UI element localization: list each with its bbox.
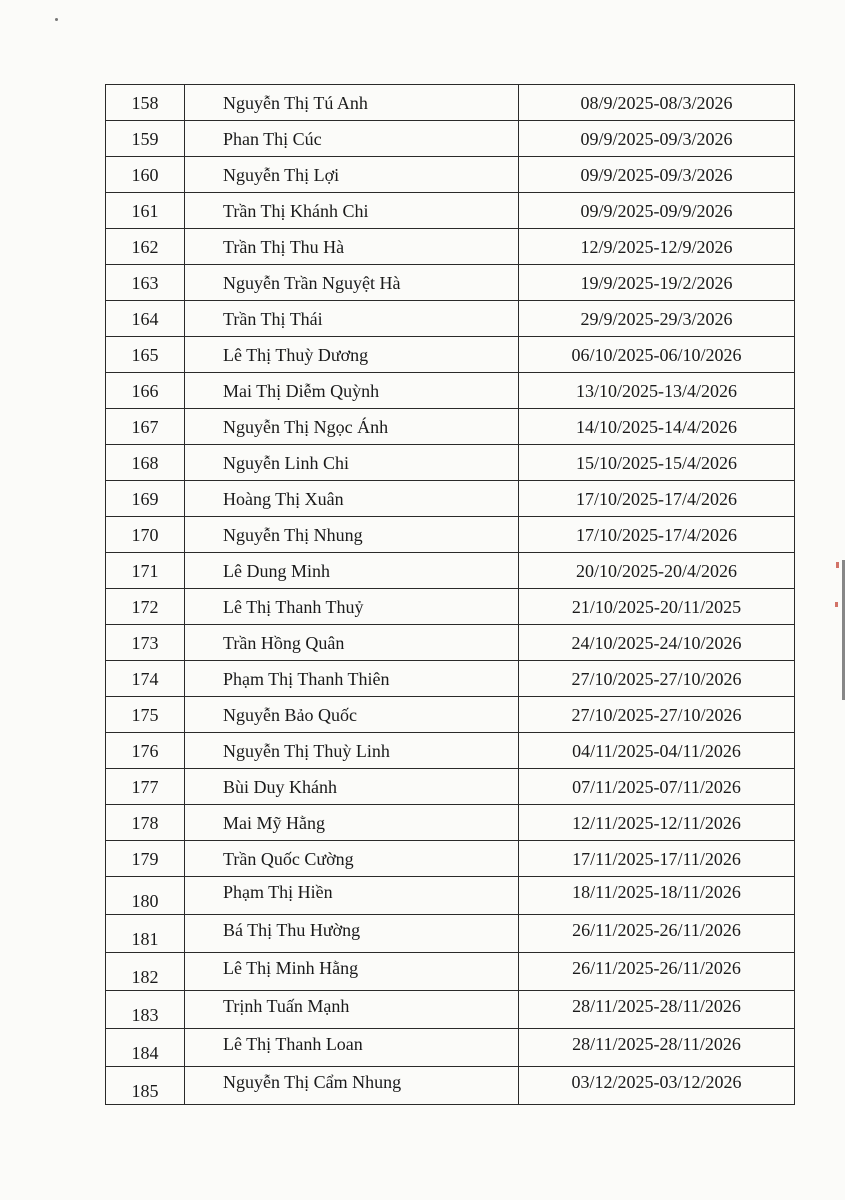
table-row [106, 1029, 795, 1067]
date-range: 09/9/2025-09/3/2026 [580, 128, 733, 149]
person-name-cell [185, 301, 519, 337]
row-number-cell [106, 733, 185, 769]
table-row [106, 85, 795, 121]
roster-body [106, 85, 795, 1105]
row-number-cell [106, 769, 185, 805]
person-name-cell [185, 661, 519, 697]
person-name: Lê Dung Minh [223, 560, 330, 581]
date-range: 26/11/2025-26/11/2026 [572, 919, 741, 940]
person-name-cell [185, 733, 519, 769]
date-range-cell [519, 805, 795, 841]
date-range-cell [519, 373, 795, 409]
date-range: 19/9/2025-19/2/2026 [580, 272, 733, 293]
date-range-cell [519, 953, 795, 991]
date-range: 03/12/2025-03/12/2026 [571, 1071, 742, 1092]
date-range-cell [519, 625, 795, 661]
row-number: 182 [131, 966, 159, 987]
person-name-cell [185, 589, 519, 625]
row-number: 171 [131, 560, 159, 581]
table-row [106, 589, 795, 625]
row-number-cell [106, 301, 185, 337]
row-number: 166 [131, 380, 159, 401]
date-range: 27/10/2025-27/10/2026 [571, 668, 742, 689]
row-number-cell [106, 805, 185, 841]
row-number-cell [106, 661, 185, 697]
date-range-cell [519, 877, 795, 915]
row-number: 175 [131, 704, 159, 725]
person-name: Nguyễn Thị Lợi [223, 164, 340, 185]
row-number: 173 [131, 632, 159, 653]
date-range: 26/11/2025-26/11/2026 [572, 957, 741, 978]
date-range: 17/10/2025-17/4/2026 [576, 488, 737, 509]
date-range: 13/10/2025-13/4/2026 [576, 380, 737, 401]
date-range: 28/11/2025-28/11/2026 [572, 1033, 741, 1054]
person-name: Phan Thị Cúc [223, 128, 322, 149]
table-row [106, 769, 795, 805]
row-number: 177 [131, 776, 159, 797]
person-name-cell [185, 229, 519, 265]
table-row [106, 553, 795, 589]
date-range-cell [519, 481, 795, 517]
person-name: Nguyễn Thị Tú Anh [223, 92, 368, 113]
date-range-cell [519, 85, 795, 121]
row-number-cell [106, 445, 185, 481]
date-range: 12/9/2025-12/9/2026 [580, 236, 733, 257]
row-number-cell [106, 193, 185, 229]
date-range: 28/11/2025-28/11/2026 [572, 995, 741, 1016]
person-name: Lê Thị Thanh Loan [223, 1033, 363, 1054]
date-range-cell [519, 733, 795, 769]
row-number-cell [106, 1029, 185, 1067]
row-number-cell [106, 157, 185, 193]
row-number: 161 [131, 200, 159, 221]
date-range-cell [519, 553, 795, 589]
table-row [106, 915, 795, 953]
table-row [106, 625, 795, 661]
row-number-cell [106, 265, 185, 301]
person-name-cell [185, 193, 519, 229]
row-number-cell [106, 373, 185, 409]
person-name: Bùi Duy Khánh [223, 776, 337, 797]
person-name: Lê Thị Thanh Thuỷ [223, 596, 364, 617]
person-name-cell [185, 337, 519, 373]
table-row [106, 841, 795, 877]
person-name: Nguyễn Thị Ngọc Ánh [223, 416, 389, 437]
person-name-cell [185, 1067, 519, 1105]
person-name-cell [185, 805, 519, 841]
row-number-cell [106, 85, 185, 121]
date-range-cell [519, 769, 795, 805]
table-row [106, 991, 795, 1029]
person-name: Mai Thị Diễm Quỳnh [223, 380, 380, 401]
person-name-cell [185, 953, 519, 991]
table-row [106, 877, 795, 915]
person-name: Trần Quốc Cường [223, 848, 354, 869]
row-number-cell [106, 991, 185, 1029]
row-number-cell [106, 877, 185, 915]
row-number: 178 [131, 812, 159, 833]
row-number: 174 [131, 668, 159, 689]
date-range: 04/11/2025-04/11/2026 [572, 740, 741, 761]
row-number: 163 [131, 272, 159, 293]
table-row [106, 337, 795, 373]
date-range-cell [519, 915, 795, 953]
row-number: 183 [131, 1004, 159, 1025]
table-row [106, 733, 795, 769]
row-number: 169 [131, 488, 159, 509]
row-number-cell [106, 337, 185, 373]
person-name-cell [185, 1029, 519, 1067]
date-range: 29/9/2025-29/3/2026 [580, 308, 733, 329]
person-name-cell [185, 553, 519, 589]
table-row [106, 697, 795, 733]
person-name: Nguyễn Bảo Quốc [223, 704, 357, 725]
table-row [106, 517, 795, 553]
row-number: 159 [131, 128, 159, 149]
row-number-cell [106, 953, 185, 991]
person-name-cell [185, 877, 519, 915]
date-range-cell [519, 193, 795, 229]
table-row [106, 193, 795, 229]
table-row [106, 157, 795, 193]
red-mark [836, 562, 839, 568]
date-range: 08/9/2025-08/3/2026 [580, 92, 733, 113]
person-name: Phạm Thị Thanh Thiên [223, 668, 390, 689]
row-number: 176 [131, 740, 159, 761]
date-range: 09/9/2025-09/3/2026 [580, 164, 733, 185]
date-range: 24/10/2025-24/10/2026 [571, 632, 742, 653]
person-name: Trần Hồng Quân [223, 632, 345, 653]
row-number-cell [106, 697, 185, 733]
table-row [106, 229, 795, 265]
row-number: 172 [131, 596, 159, 617]
red-mark [835, 602, 838, 607]
row-number: 162 [131, 236, 159, 257]
row-number: 180 [131, 890, 159, 911]
person-name: Trần Thị Thu Hà [223, 236, 345, 257]
person-name-cell [185, 625, 519, 661]
row-number-cell [106, 841, 185, 877]
person-name-cell [185, 697, 519, 733]
row-number-cell [106, 481, 185, 517]
person-name-cell [185, 409, 519, 445]
person-name: Hoàng Thị Xuân [223, 488, 344, 509]
date-range-cell [519, 229, 795, 265]
date-range: 12/11/2025-12/11/2026 [572, 812, 741, 833]
row-number: 167 [131, 416, 159, 437]
person-name-cell [185, 373, 519, 409]
person-name: Nguyễn Thị Cẩm Nhung [223, 1071, 402, 1092]
row-number: 170 [131, 524, 159, 545]
person-name-cell [185, 481, 519, 517]
date-range-cell [519, 697, 795, 733]
row-number: 179 [131, 848, 159, 869]
date-range-cell [519, 661, 795, 697]
date-range: 20/10/2025-20/4/2026 [576, 560, 737, 581]
person-name-cell [185, 121, 519, 157]
date-range: 27/10/2025-27/10/2026 [571, 704, 742, 725]
person-name-cell [185, 445, 519, 481]
date-range: 17/11/2025-17/11/2026 [572, 848, 741, 869]
row-number-cell [106, 915, 185, 953]
date-range: 06/10/2025-06/10/2026 [571, 344, 742, 365]
date-range-cell [519, 337, 795, 373]
person-name-cell [185, 85, 519, 121]
row-number: 158 [131, 92, 159, 113]
person-name: Lê Thị Thuỳ Dương [223, 344, 369, 365]
row-number-cell [106, 229, 185, 265]
table-row [106, 445, 795, 481]
table-row [106, 265, 795, 301]
row-number: 164 [131, 308, 159, 329]
row-number-cell [106, 409, 185, 445]
row-number-cell [106, 517, 185, 553]
person-name: Trần Thị Thái [223, 308, 323, 329]
date-range: 18/11/2025-18/11/2026 [572, 881, 741, 902]
date-range-cell [519, 265, 795, 301]
person-name: Mai Mỹ Hằng [223, 812, 325, 833]
row-number-cell [106, 589, 185, 625]
date-range: 15/10/2025-15/4/2026 [576, 452, 737, 473]
date-range: 21/10/2025-20/11/2025 [571, 596, 742, 617]
date-range: 07/11/2025-07/11/2026 [572, 776, 741, 797]
date-range: 14/10/2025-14/4/2026 [576, 416, 737, 437]
person-name: Lê Thị Minh Hằng [223, 957, 359, 978]
person-name-cell [185, 517, 519, 553]
table-row [106, 805, 795, 841]
table-row [106, 1067, 795, 1105]
person-name: Trịnh Tuấn Mạnh [223, 995, 350, 1016]
table-row [106, 481, 795, 517]
person-name-cell [185, 841, 519, 877]
row-number: 184 [131, 1042, 159, 1063]
person-name-cell [185, 915, 519, 953]
date-range-cell [519, 301, 795, 337]
date-range-cell [519, 589, 795, 625]
person-name: Bá Thị Thu Hường [223, 919, 361, 940]
row-number: 160 [131, 164, 159, 185]
person-name-cell [185, 991, 519, 1029]
person-name: Nguyễn Thị Thuỳ Linh [223, 740, 390, 761]
table-row [106, 661, 795, 697]
scan-speck [55, 18, 58, 21]
date-range-cell [519, 517, 795, 553]
person-name: Nguyễn Linh Chi [223, 452, 349, 473]
row-number-cell [106, 553, 185, 589]
date-range-cell [519, 991, 795, 1029]
person-name-cell [185, 769, 519, 805]
row-number-cell [106, 625, 185, 661]
row-number-cell [106, 1067, 185, 1105]
row-number: 181 [131, 928, 159, 949]
person-name: Nguyễn Trần Nguyệt Hà [223, 272, 401, 293]
date-range-cell [519, 157, 795, 193]
row-number-cell [106, 121, 185, 157]
person-name: Trần Thị Khánh Chi [223, 200, 369, 221]
row-number: 185 [131, 1080, 159, 1101]
person-name-cell [185, 157, 519, 193]
person-name: Nguyễn Thị Nhung [223, 524, 363, 545]
date-range-cell [519, 409, 795, 445]
date-range-cell [519, 121, 795, 157]
row-number: 168 [131, 452, 159, 473]
person-name: Phạm Thị Hiền [223, 881, 333, 902]
date-range-cell [519, 1067, 795, 1105]
row-number: 165 [131, 344, 159, 365]
person-name-cell [185, 265, 519, 301]
date-range: 09/9/2025-09/9/2026 [580, 200, 733, 221]
date-range-cell [519, 445, 795, 481]
table-row [106, 301, 795, 337]
table-row [106, 409, 795, 445]
table-row [106, 373, 795, 409]
table-row [106, 953, 795, 991]
date-range: 17/10/2025-17/4/2026 [576, 524, 737, 545]
date-range-cell [519, 1029, 795, 1067]
date-range-cell [519, 841, 795, 877]
roster-table [105, 84, 795, 1105]
table-row [106, 121, 795, 157]
